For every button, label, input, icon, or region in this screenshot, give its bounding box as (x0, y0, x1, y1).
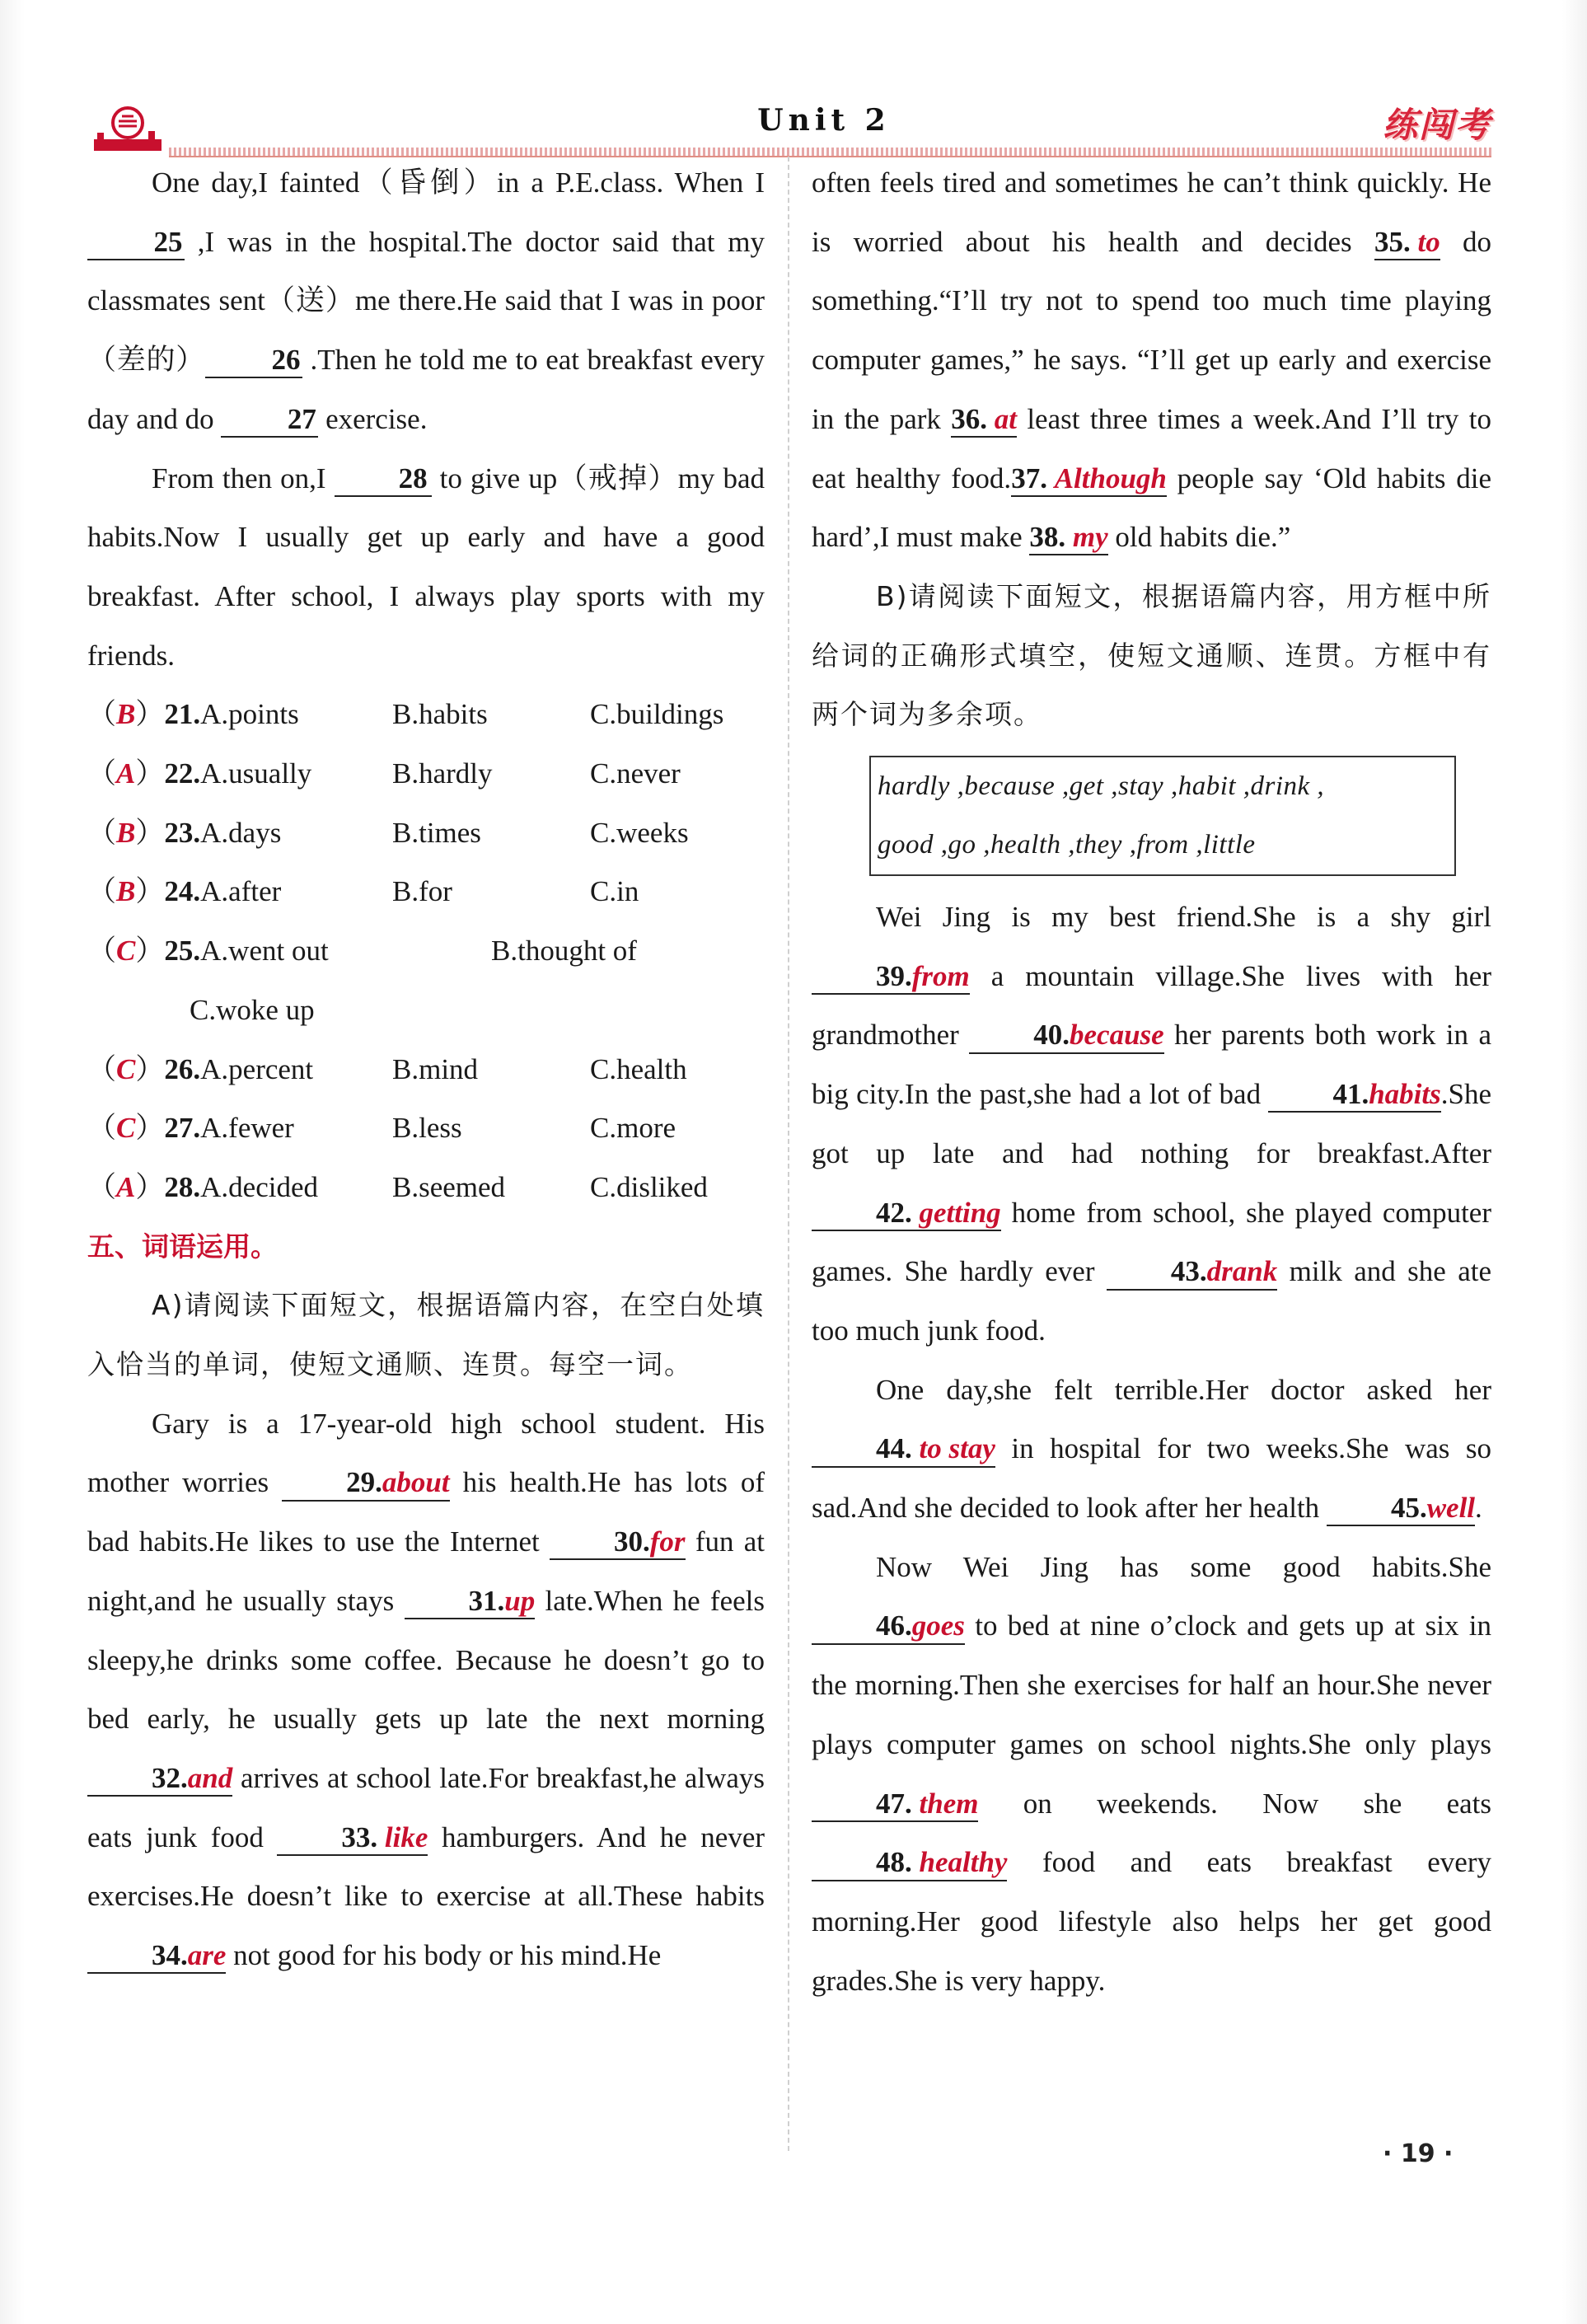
choice-row-continued: C.woke up (190, 993, 315, 1026)
answer-44: 44. to stay (812, 1432, 995, 1467)
answer-31: 31.up (405, 1585, 536, 1619)
choice-answer: C (116, 935, 136, 968)
answer-34: 34.are (87, 1939, 226, 1974)
choice-row: （C）25.A.went out B.thought of (87, 935, 637, 968)
choice-row: （A）28.A.decided B.seemed C.disliked (87, 1170, 708, 1203)
answer-29: 29.about (282, 1466, 449, 1501)
choice-list (87, 685, 765, 1216)
answer-35: 35. to (1374, 226, 1440, 260)
choice-answer: A (116, 1170, 136, 1203)
weijing-paragraph-3: Now Wei Jing has some good habits.She 46.goes to bed at nine o’clock and gets up at six in the morning.Then she exercises for half an hour.She never plays computer games on school nights.She only plays 47. them on weekends. Now she eats 48. healthy food and eats breakfast every morning.Her good lifestyle also helps her get good grades.She is very happy. (812, 1550, 1491, 1997)
choice-row: （B）21.A.points B.habits C.buildings (87, 698, 724, 731)
choice-row: （A）22.A.usually B.hardly C.never (87, 757, 681, 790)
answer-38: 38. my (1029, 521, 1107, 555)
word-box-line: good ,go ,health ,they ,from ,little (878, 830, 1256, 860)
blank-25: 25 (87, 226, 185, 260)
answer-32: 32.and (87, 1762, 232, 1797)
blank-26: 26 (205, 344, 302, 378)
choice-row: （B）23.A.days B.times C.weeks (87, 816, 689, 849)
section-a-instruction: A)请阅读下面短文，根据语篇内容，在空白处填入恰当的单词，使短文通顺、连贯。每空一词。 (87, 1289, 765, 1381)
choice-answer: B (116, 698, 136, 731)
choice-row: （C）27.A.fewer B.less C.more (87, 1112, 676, 1145)
section-b-instruction: B)请阅读下面短文，根据语篇内容，用方框中所给词的正确形式填空，使短文通顺、连贯。方框中有两个词为多余项。 (812, 579, 1491, 731)
left-column (87, 153, 765, 1985)
brand-logo: 练闯考 (1382, 105, 1491, 145)
answer-45: 45.well (1327, 1492, 1475, 1526)
fist-logo-icon (91, 103, 165, 154)
choice-answer: B (116, 816, 136, 849)
answer-43: 43.drank (1107, 1255, 1277, 1290)
weijing-paragraph-1: Wei Jing is my best friend.She is a shy girl 39.from a mountain village.She lives with her grandmother 40.because her parents both work in a big city.In the past,she had a lot of bad 41.habits.She got up late and had nothing for breakfast.After 42. getting home from school, she played computer games. She hardly ever 43.drank milk and she ate too much junk food. (812, 901, 1491, 1347)
answer-48: 48. healthy (812, 1846, 1007, 1881)
right-column (812, 153, 1491, 2010)
word-box-line: hardly ,because ,get ,stay ,habit ,drink , (878, 771, 1325, 802)
choice-answer: C (116, 1052, 136, 1085)
answer-39: 39.from (812, 960, 970, 995)
answer-42: 42. getting (812, 1197, 1001, 1231)
answer-33: 33. like (277, 1821, 428, 1856)
choice-answer: C (116, 1112, 136, 1145)
unit-title: Unit 2 (757, 103, 891, 138)
choice-answer: A (116, 757, 136, 790)
answer-30: 30.for (550, 1525, 686, 1560)
blank-27: 27 (221, 403, 318, 438)
answer-47: 47. them (812, 1788, 978, 1822)
column-divider (788, 157, 789, 2151)
page-number: · 19 · (1383, 2139, 1454, 2168)
section-title: 五、词语运用。 (87, 1230, 278, 1263)
answer-40: 40.because (969, 1019, 1163, 1053)
passage-paragraph-1: One day,I fainted（昏倒）in a P.E.class. When I 25 ,I was in the hospital.The doctor said that my classmates sent（送）me there.He said that I was in poor（差的） 26 .Then he told me to eat breakfast every day and do 27 exercise. (87, 153, 765, 449)
gary-passage: Gary is a 17-year-old high school student. His mother worries 29.about his health.He has lots of bad habits.He likes to use the Internet 30.for fun at night,and he usually stays 31.up late.When he feels sleepy,he drinks some coffee. Because he doesn’t go to bed early, he usually gets up late the next morning 32.and arrives at school late.For breakfast,he always eats junk food 33. like hamburgers. And he never exercises.He doesn’t like to exercise at all.These habits 34.are not good for his body or his mind.He (87, 1394, 765, 1985)
answer-37: 37. Although (1011, 462, 1167, 497)
choice-row: （B）24.A.after B.for C.in (87, 875, 639, 908)
blank-28: 28 (335, 462, 432, 497)
answer-36: 36. at (951, 403, 1017, 438)
answer-46: 46.goes (812, 1609, 965, 1644)
choice-row: （C）26.A.percent B.mind C.health (87, 1052, 687, 1085)
gary-passage-continued: often feels tired and sometimes he can’t think quickly. He is worried about his health and decides 35. to do something.“I’ll try not to spend too much time playing computer games,” he says. “I’ll get up early and exercise in the park 36. at least three times a week.And I’ll try to eat healthy food.37. Although people say ‘Old habits die hard’,I must make 38. my old habits die.” (812, 153, 1491, 567)
choice-answer: B (116, 875, 136, 908)
answer-41: 41.habits (1268, 1078, 1440, 1113)
page-header (91, 103, 1491, 161)
word-box (869, 756, 1456, 876)
passage-paragraph-2: From then on,I 28 to give up（戒掉）my bad habits.Now I usually get up early and have a good breakfast. After school, I always play sports with my friends. (87, 462, 765, 672)
weijing-paragraph-2: One day,she felt terrible.Her doctor asked her 44. to stay in hospital for two weeks.She was so sad.And she decided to look after her health 45.well. (812, 1361, 1491, 1538)
